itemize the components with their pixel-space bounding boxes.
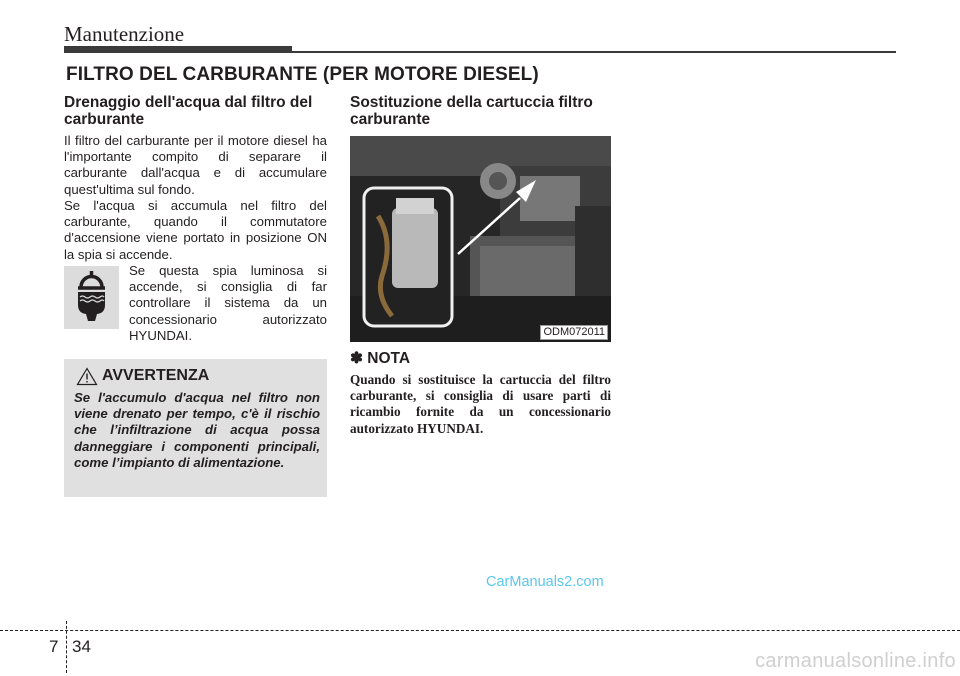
note-title: ✽ NOTA xyxy=(350,350,411,367)
warning-title: AVVERTENZA xyxy=(102,367,210,384)
engine-bay-photo xyxy=(350,136,611,342)
page-number: 34 xyxy=(72,637,91,656)
header-rule-thin xyxy=(292,51,896,53)
warning-box xyxy=(64,359,327,497)
chapter-number: 7 xyxy=(49,637,59,656)
note-text: Quando si sostituisce la cartuccia del filtro carburante, si consiglia di usare parti di ricambio fornite da un concessionario autorizzato HYUNDAI. xyxy=(350,372,611,436)
watermark-link[interactable]: CarManuals2.com xyxy=(486,574,604,590)
water-in-fuel-warning-icon xyxy=(64,266,119,329)
drain-paragraph-2: Se l'acqua si accumula nel filtro del carburante, quando il commutatore d'accensione viene portato in posizione ON la spia si accende. xyxy=(64,198,327,262)
drain-paragraph-1: Il filtro del carburante per il motore diesel ha l'importante compito di separare il carburante dall'acqua e di accumulare quest'ultima sul fondo. xyxy=(64,133,327,197)
site-watermark: carmanualsonline.info xyxy=(755,650,956,672)
running-header: Manutenzione xyxy=(64,22,185,46)
drain-heading: Drenaggio dell'acqua dal filtro del carburante xyxy=(64,94,313,128)
section-title: FILTRO DEL CARBURANTE (PER MOTORE DIESEL) xyxy=(66,64,539,85)
warning-text: Se l'accumulo d'acqua nel filtro non viene drenato per tempo, c'è il rischio che l’infiltrazione di acqua possa danneggiare i componenti principali, come l’impianto di alimentazione. xyxy=(74,390,320,470)
drain-paragraph-3: Se questa spia luminosa si accende, si consiglia di far controllare il sistema da un concessionario autorizzato HYUNDAI. xyxy=(129,263,327,343)
replacement-heading: Sostituzione della cartuccia filtro carburante xyxy=(350,94,593,128)
warning-triangle-icon xyxy=(76,367,98,391)
footer-rule xyxy=(0,630,960,631)
header-rule-thick xyxy=(64,46,292,53)
photo-caption: ODM072011 xyxy=(540,325,608,340)
page-number-divider xyxy=(66,621,67,673)
